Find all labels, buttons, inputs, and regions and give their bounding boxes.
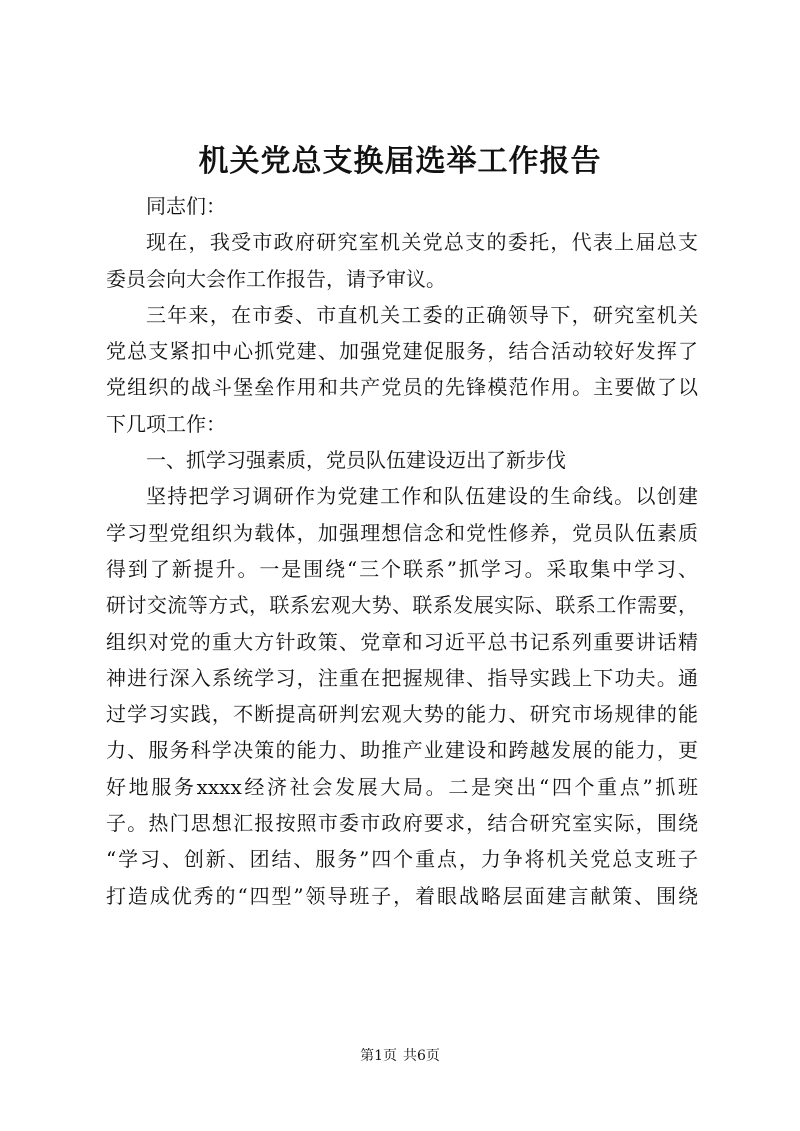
body-line: 力、服务科学决策的能力、助推产业建设和跨越发展的能力，更	[106, 738, 698, 763]
document-body	[106, 188, 698, 914]
page-total: 共6页	[403, 1048, 440, 1064]
section-heading: 一、抓学习强素质，党员队伍建设迈出了新步伐	[146, 448, 566, 473]
body-line: 研讨交流等方式，联系宏观大势、联系发展实际、联系工作需要，	[106, 593, 698, 618]
body-line: 下几项工作：	[106, 411, 226, 436]
greeting-line: 同志们：	[146, 194, 226, 218]
body-line: 得到了新提升。一是围绕“三个联系”抓学习。采取集中学习、	[106, 556, 698, 581]
body-line: 三年来，在市委、市直机关工委的正确领导下，研究室机关	[146, 302, 698, 327]
body-line: 过学习实践，不断提高研判宏观大势的能力、研究市场规律的能	[106, 702, 698, 727]
page-footer	[0, 1046, 800, 1066]
body-line: 委员会向大会作工作报告，请予审议。	[106, 266, 446, 291]
body-line: “学习、创新、团结、服务”四个重点，力争将机关党总支班子	[106, 847, 698, 872]
body-line: 坚持把学习调研作为党建工作和队伍建设的生命线。以创建	[146, 484, 698, 509]
body-line: 打造成优秀的“四型”领导班子，着眼战略层面建言献策、围绕	[106, 883, 698, 908]
page-number: 第1页	[360, 1048, 397, 1064]
body-line: 子。热门思想汇报按照市委市政府要求，结合研究室实际，围绕	[106, 811, 698, 836]
body-line: 党组织的战斗堡垒作用和共产党员的先锋模范作用。主要做了以	[106, 375, 698, 400]
body-line: 党总支紧扣中心抓党建、加强党建促服务，结合活动较好发挥了	[106, 339, 698, 364]
document-title: 机关党总支换届选举工作报告	[198, 144, 602, 179]
body-line: 学习型党组织为载体，加强理想信念和党性修养，党员队伍素质	[106, 520, 698, 545]
body-line: 现在，我受市政府研究室机关党总支的委托，代表上届总支	[146, 230, 698, 255]
body-line: 神进行深入系统学习，注重在把握规律、指导实践上下功夫。通	[106, 665, 698, 690]
body-line: 好地服务xxxx经济社会发展大局。二是突出“四个重点”抓班	[106, 774, 698, 799]
body-line: 组织对党的重大方针政策、党章和习近平总书记系列重要讲话精	[106, 629, 698, 654]
